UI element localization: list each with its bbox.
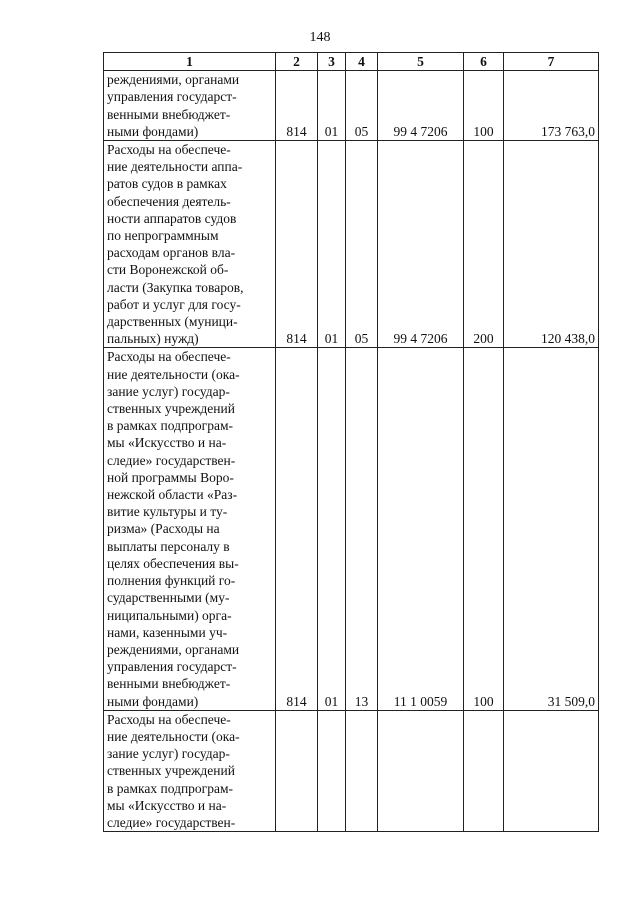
row-code-4	[346, 710, 378, 831]
row-code-6: 100	[464, 348, 504, 710]
row-code-3: 01	[318, 348, 346, 710]
row-code-4: 13	[346, 348, 378, 710]
row-amount: 120 438,0	[504, 141, 599, 348]
header-col-2: 2	[276, 53, 318, 71]
header-col-1: 1	[104, 53, 276, 71]
row-code-3: 01	[318, 141, 346, 348]
row-code-5: 99 4 7206	[378, 141, 464, 348]
row-code-4: 05	[346, 141, 378, 348]
page-number: 148	[309, 30, 331, 45]
header-col-6: 6	[464, 53, 504, 71]
row-code-3	[318, 710, 346, 831]
row-code-6: 200	[464, 141, 504, 348]
row-description: Расходы на обеспече- ние деятельности (ока- зание услуг) государ- ственных учреждений в рамках подпрограм- мы «Искусство и на- следие» государствен-	[104, 710, 276, 831]
header-row	[104, 53, 599, 71]
row-code-6: 100	[464, 71, 504, 141]
row-code-2	[276, 710, 318, 831]
table-row	[104, 141, 599, 348]
table-row	[104, 71, 599, 141]
header-col-7: 7	[504, 53, 599, 71]
row-code-6	[464, 710, 504, 831]
row-code-3: 01	[318, 71, 346, 141]
row-code-5	[378, 710, 464, 831]
row-description: Расходы на обеспече- ние деятельности (ока- зание услуг) государ- ственных учреждений в рамках подпрограм- мы «Искусство и на- следие» государствен- ной программы Воро- нежской области «Раз- витие культуры и ту- ризма» (Расходы на выплаты персоналу в целях обеспечения вы- полнения функций го- сударственными (му- ниципальными) орга- нами, казенными уч- реждениями, органами управления государст- венными внебюджет- ными фондами)	[104, 348, 276, 710]
row-description: Расходы на обеспече- ние деятельности аппа- ратов судов в рамках обеспечения деятель- ности аппаратов судов по непрограммным расходам органов вла- сти Воронежской об- ласти (Закупка товаров, работ и услуг для госу- дарственных (муници- пальных) нужд)	[104, 141, 276, 348]
row-amount	[504, 710, 599, 831]
row-amount: 173 763,0	[504, 71, 599, 141]
row-code-2: 814	[276, 71, 318, 141]
row-code-5: 99 4 7206	[378, 71, 464, 141]
table-row	[104, 710, 599, 831]
row-amount: 31 509,0	[504, 348, 599, 710]
header-col-3: 3	[318, 53, 346, 71]
budget-table	[103, 52, 599, 832]
header-col-5: 5	[378, 53, 464, 71]
row-description: реждениями, органами управления государст- венными внебюджет- ными фондами)	[104, 71, 276, 141]
table-row	[104, 348, 599, 710]
row-code-4: 05	[346, 71, 378, 141]
row-code-2: 814	[276, 348, 318, 710]
row-code-2: 814	[276, 141, 318, 348]
row-code-5: 11 1 0059	[378, 348, 464, 710]
header-col-4: 4	[346, 53, 378, 71]
